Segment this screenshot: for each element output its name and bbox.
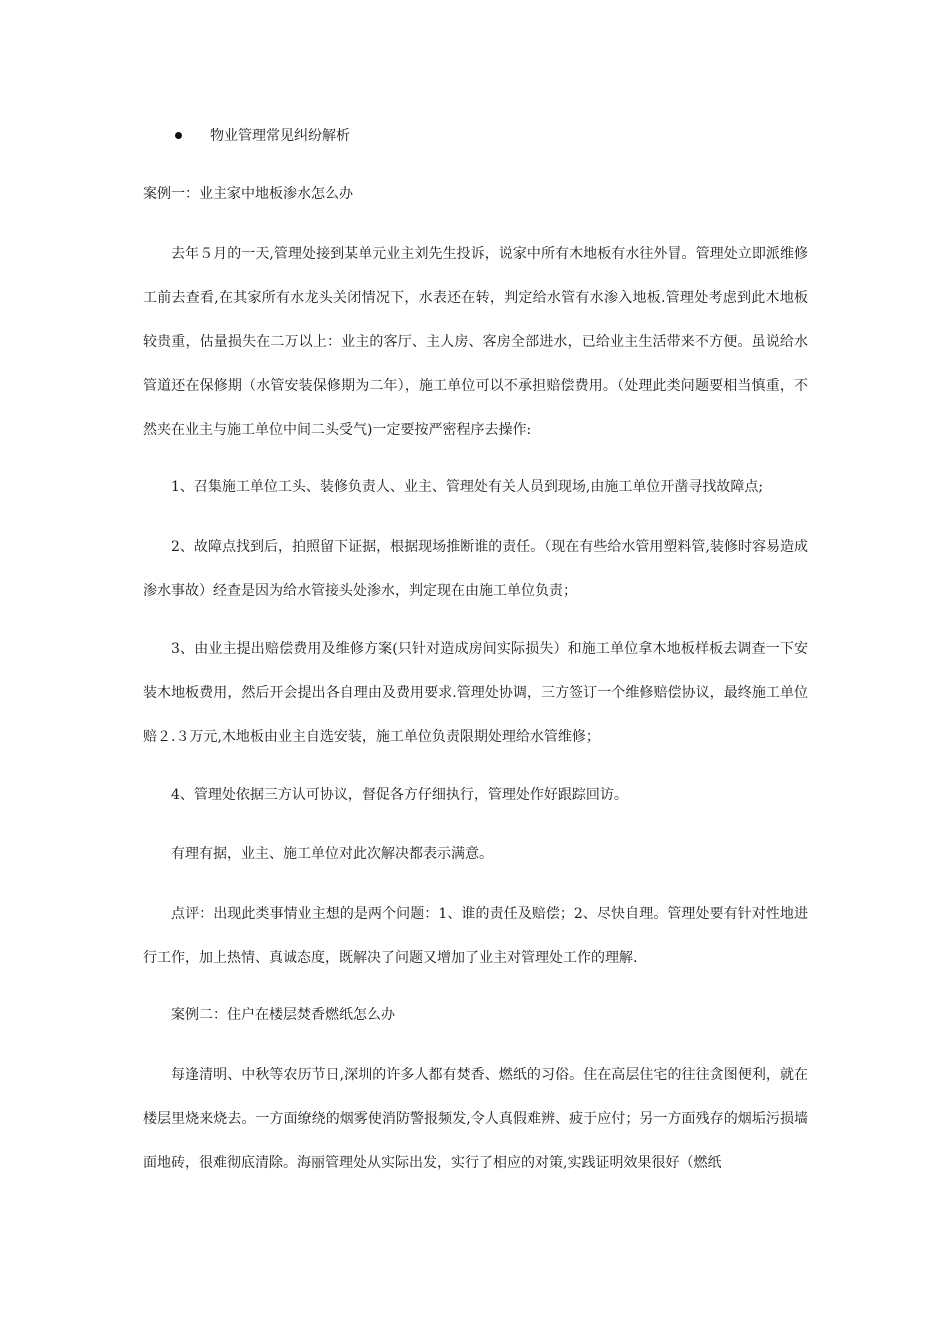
case1-result-paragraph: 有理有据，业主、施工单位对此次解决都表示满意。 [171,846,493,862]
case1-comment-paragraph: 点评：出现此类事情业主想的是两个问题：1、谁的责任及赔偿；2、尽快自理。管理处要有针对性地进行工作，加上热情、真诚态度，既解决了问题又增加了业主对管理处工作的理解. [143,906,808,966]
case1-intro-paragraph: 去年５月的一天,管理处接到某单元业主刘先生投诉，说家中所有木地板有水往外冒。管理处立即派维修工前去查看,在其家所有水龙头关闭情况下，水表还在转，判定给水管有水渗入地板.管理处考虑到此木地板较贵重，估量损失在二万以上：业主的客厅、主人房、客房全部进水，已给业主生活带来不方便。虽说给水管道还在保修期（水管安装保修期为二年），施工单位可以不承担赔偿费用。（处理此类问题要相当慎重，不然夹在业主与施工单位中间二头受气)一定要按严密程序去操作: [143,246,808,438]
step3-paragraph: 3、由业主提出赔偿费用及维修方案(只针对造成房间实际损失）和施工单位拿木地板样板去调查一下安装木地板费用，然后开会提出各自理由及费用要求.管理处协调，三方签订一个维修赔偿协议，最终施工单位赔２.３万元,木地板由业主自选安装，施工单位负责限期处理给水管维修； [143,641,808,745]
step1-paragraph: 1、召集施工单位工头、装修负责人、业主、管理处有关人员到现场,由施工单位开凿寻找故障点; [171,479,764,495]
document-title: 物业管理常见纠纷解析 [210,128,350,144]
case1-heading: 案例一：业主家中地板渗水怎么办 [143,186,353,202]
case2-heading: 案例二：住户在楼层焚香燃纸怎么办 [171,1007,395,1023]
step2-paragraph: 2、故障点找到后，拍照留下证据，根据现场推断谁的责任。（现在有些给水管用塑料管,装修时容易造成渗水事故）经查是因为给水管接头处渗水，判定现在由施工单位负责； [143,539,808,599]
step4-paragraph: 4、管理处依据三方认可协议，督促各方仔细执行，管理处作好跟踪回访。 [171,787,628,803]
bullet-icon [175,132,182,139]
case2-intro-paragraph: 每逢清明、中秋等农历节日,深圳的许多人都有焚香、燃纸的习俗。住在高层住宅的往往贪图便利，就在楼层里烧来烧去。一方面缭绕的烟雾使消防警报频发,令人真假难辨、疲于应付；另一方面残存的烟垢污损墙面地砖，很难彻底清除。海丽管理处从实际出发，实行了相应的对策,实践证明效果很好（燃纸 [143,1067,808,1171]
